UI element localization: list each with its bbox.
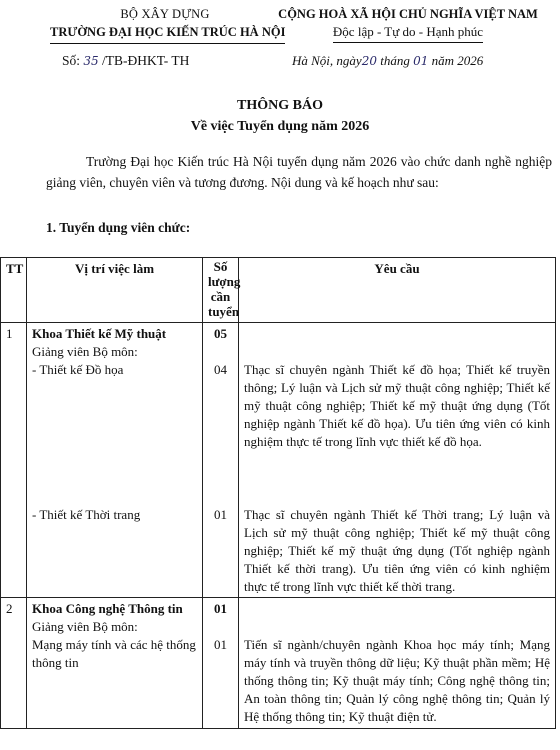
intro-paragraph: Trường Đại học Kiến trúc Hà Nội tuyển dụng năm 2026 vào chức danh nghề nghiệp giảng viên, chuyên viên và tương đương. Nội dung và kế hoạch như sau: [46, 154, 552, 190]
spacer [208, 343, 233, 361]
place-prefix: Hà Nội, ngày [292, 53, 362, 68]
header-requirement: Yêu cầu [239, 258, 556, 323]
document-subtitle: Về việc Tuyển dụng năm 2026 [190, 119, 370, 134]
row-position [27, 322, 203, 598]
month-label: tháng [380, 53, 410, 68]
row-quantity [203, 598, 239, 729]
header-tt: TT [1, 258, 27, 323]
day-handwritten: 20 [361, 54, 377, 68]
issuer-block [50, 6, 286, 44]
spacer [244, 600, 550, 636]
position-name: Mạng máy tính và các hệ thống thông tin [32, 637, 196, 671]
year-label: năm 2026 [431, 53, 484, 68]
doc-number-prefix: Số: [62, 53, 81, 68]
header-qty-line-3: cần [210, 288, 231, 304]
requirement-text: Thạc sĩ chuyên ngành Thiết kế Thời trang; Lý luận và Lịch sử mỹ thuật công nghiệp; Thiết kế mỹ thuật công nghiệp; Thiết kế mỹ thuật ứng dụng (Tốt nghiệp ngành Thiết kế thời trang). Ưu tiên ứng viên có kinh nghiệm thực tế trong lĩnh vực thiết kế thời trang. [244, 506, 550, 594]
recruitment-table [0, 257, 556, 729]
doc-number-handwritten: 35 [83, 54, 99, 68]
unit-total: 05 [214, 325, 227, 341]
table-header-row [1, 258, 556, 323]
header-qty-line-1: Số [213, 259, 228, 274]
header-position: Vị trí việc làm [27, 258, 203, 323]
document-number [62, 52, 189, 71]
month-handwritten: 01 [413, 54, 429, 68]
sub-label: Giảng viên Bộ môn: [32, 619, 138, 635]
section-heading: 1. Tuyển dụng viên chức: [46, 220, 191, 235]
doc-number-suffix: /TB-ĐHKT- TH [102, 53, 190, 68]
requirement-text: Tiến sĩ ngành/chuyên ngành Khoa học máy tính; Mạng máy tính và truyền thông dữ liệu; Kỹ thuật phần mềm; Hệ thống thông tin; Kỹ thuật máy tính; Công nghệ thông tin; An toàn thông tin; Quản lý công nghệ thông tin; Quản lý Hệ thống thông tin; Kỹ thuật điện tử. [244, 637, 550, 725]
position-qty: 01 [214, 506, 227, 522]
table-row [1, 322, 556, 598]
position-name: - Thiết kế Đồ họa [32, 361, 124, 377]
ministry-name: BỘ XÂY DỰNG [120, 7, 210, 21]
header-quantity [203, 258, 239, 323]
school-name: TRƯỜNG ĐẠI HỌC KIẾN TRÚC HÀ NỘI [50, 24, 285, 43]
row-position [27, 598, 203, 729]
nation-name: CỘNG HOÀ XÃ HỘI CHỦ NGHĨA VIỆT NAM [278, 7, 538, 21]
row-tt: 2 [1, 598, 27, 729]
position-name: - Thiết kế Thời trang [32, 506, 141, 522]
national-header [262, 6, 554, 43]
requirement-text: Thạc sĩ chuyên ngành Thiết kế đồ họa; Thiết kế truyền thông; Lý luận và Lịch sử mỹ thuật công nghiệp; Thiết kế mỹ thuật công nghiệp; Thiết kế mỹ thuật ứng dụng (Tốt nghiệp ngành Thiết kế đồ họa). Ưu tiên ứng viên có kinh nghiệm thực tế trong lĩnh vực thiết kế đồ họa. [244, 361, 550, 449]
row-quantity [203, 322, 239, 598]
unit-name: Khoa Công nghệ Thông tin [32, 601, 183, 617]
spacer [244, 325, 550, 361]
position-qty: 04 [214, 361, 227, 377]
spacer [208, 618, 233, 636]
header-qty-line-2: lượng [208, 273, 241, 289]
header-qty-line-4: tuyển [208, 303, 240, 319]
sub-label: Giảng viên Bộ môn: [32, 343, 138, 359]
place-and-date [292, 52, 483, 70]
national-motto: Độc lập - Tự do - Hạnh phúc [333, 23, 483, 43]
table-row [1, 598, 556, 729]
unit-name: Khoa Thiết kế Mỹ thuật [32, 325, 167, 341]
row-requirement [239, 322, 556, 598]
position-qty: 01 [214, 637, 227, 653]
row-tt: 1 [1, 322, 27, 598]
document-title: THÔNG BÁO [237, 98, 323, 113]
unit-total: 01 [214, 601, 227, 617]
row-requirement [239, 598, 556, 729]
